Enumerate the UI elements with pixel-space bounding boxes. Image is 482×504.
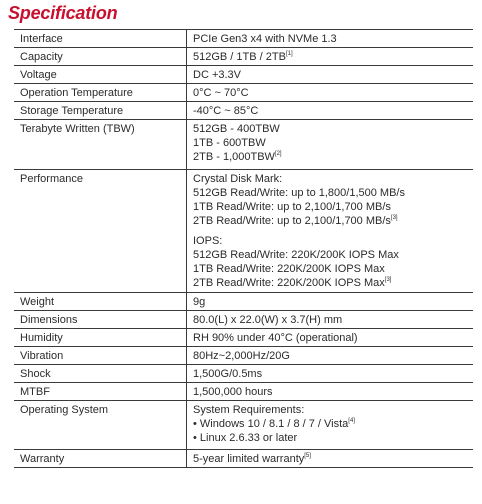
tbw-line-text: 2TB - 1,000TBW bbox=[193, 151, 275, 163]
spec-value bbox=[187, 48, 474, 66]
spec-label: Capacity bbox=[14, 48, 187, 66]
spec-label: Interface bbox=[14, 30, 187, 48]
spec-row-tbw bbox=[14, 120, 473, 170]
os-linux-text: Linux 2.6.33 or later bbox=[199, 432, 298, 444]
spec-row-storage-temperature bbox=[14, 102, 473, 120]
spec-row-weight bbox=[14, 293, 473, 311]
spec-value: -40°C ~ 85°C bbox=[187, 102, 474, 120]
spec-value: RH 90% under 40°C (operational) bbox=[187, 329, 474, 347]
spec-label: Operating System bbox=[14, 401, 187, 450]
os-windows-item bbox=[193, 417, 467, 431]
cdm-line: 1TB Read/Write: up to 2,100/1,700 MB/s bbox=[193, 201, 391, 213]
spec-row-dimensions bbox=[14, 311, 473, 329]
spec-row-voltage bbox=[14, 66, 473, 84]
capacity-value: 512GB / 1TB / 2TB bbox=[193, 51, 286, 63]
spec-value: 0°C ~ 70°C bbox=[187, 84, 474, 102]
spec-label: Terabyte Written (TBW) bbox=[14, 120, 187, 170]
footnote-ref: [4] bbox=[348, 418, 355, 424]
spec-row-humidity bbox=[14, 329, 473, 347]
footnote-ref: [3] bbox=[390, 215, 398, 221]
spec-value bbox=[187, 170, 474, 293]
spec-label: Dimensions bbox=[14, 311, 187, 329]
spec-label: Humidity bbox=[14, 329, 187, 347]
spec-label: Performance bbox=[14, 170, 187, 293]
cdm-line: 512GB Read/Write: up to 1,800/1,500 MB/s bbox=[193, 187, 405, 199]
os-windows-text: Windows 10 / 8.1 / 8 / 7 / Vista bbox=[199, 418, 349, 430]
spec-label: Vibration bbox=[14, 347, 187, 365]
os-linux-item bbox=[193, 431, 467, 445]
spec-label: Weight bbox=[14, 293, 187, 311]
spec-label: Voltage bbox=[14, 66, 187, 84]
spec-row-interface bbox=[14, 30, 473, 48]
footnote-ref: [5] bbox=[304, 453, 311, 459]
spec-label: Storage Temperature bbox=[14, 102, 187, 120]
spec-value: PCIe Gen3 x4 with NVMe 1.3 bbox=[187, 30, 474, 48]
page-title: Specification bbox=[8, 3, 118, 23]
spec-label: Shock bbox=[14, 365, 187, 383]
cdm-line bbox=[193, 214, 467, 228]
spec-value: 9g bbox=[187, 293, 474, 311]
tbw-line bbox=[193, 150, 467, 164]
footnote-ref: [3] bbox=[384, 277, 392, 283]
spec-value bbox=[187, 450, 474, 468]
spec-row-mtbf bbox=[14, 383, 473, 401]
spec-row-operation-temperature bbox=[14, 84, 473, 102]
warranty-value: 5-year limited warranty bbox=[193, 453, 305, 465]
spec-row-performance bbox=[14, 170, 473, 293]
spec-label: Warranty bbox=[14, 450, 187, 468]
spec-row-capacity bbox=[14, 48, 473, 66]
tbw-line: 512GB - 400TBW bbox=[193, 123, 280, 135]
cdm-line-text: 2TB Read/Write: up to 2,100/1,700 MB/s bbox=[193, 215, 391, 227]
iops-line-text: 2TB Read/Write: 220K/200K IOPS Max bbox=[193, 277, 385, 289]
iops-line: 1TB Read/Write: 220K/200K IOPS Max bbox=[193, 263, 385, 275]
spec-row-shock bbox=[14, 365, 473, 383]
spec-value: 1,500G/0.5ms bbox=[187, 365, 474, 383]
footnote-ref: [2] bbox=[274, 151, 282, 157]
cdm-title: Crystal Disk Mark: bbox=[193, 173, 283, 185]
os-requirements-title: System Requirements: bbox=[193, 404, 305, 416]
tbw-line: 1TB - 600TBW bbox=[193, 137, 266, 149]
spec-label: MTBF bbox=[14, 383, 187, 401]
spec-row-warranty bbox=[14, 450, 473, 468]
spec-value bbox=[187, 401, 474, 450]
spec-row-vibration bbox=[14, 347, 473, 365]
spec-value: 80.0(L) x 22.0(W) x 3.7(H) mm bbox=[187, 311, 474, 329]
iops-title: IOPS: bbox=[193, 235, 223, 247]
spec-table bbox=[14, 29, 473, 468]
spec-value: DC +3.3V bbox=[187, 66, 474, 84]
spec-value: 1,500,000 hours bbox=[187, 383, 474, 401]
iops-line bbox=[193, 276, 467, 290]
footnote-ref: [1] bbox=[285, 51, 293, 57]
iops-line: 512GB Read/Write: 220K/200K IOPS Max bbox=[193, 249, 399, 261]
spec-value: 80Hz~2,000Hz/20G bbox=[187, 347, 474, 365]
spec-row-operating-system bbox=[14, 401, 473, 450]
spec-label: Operation Temperature bbox=[14, 84, 187, 102]
spec-value bbox=[187, 120, 474, 170]
